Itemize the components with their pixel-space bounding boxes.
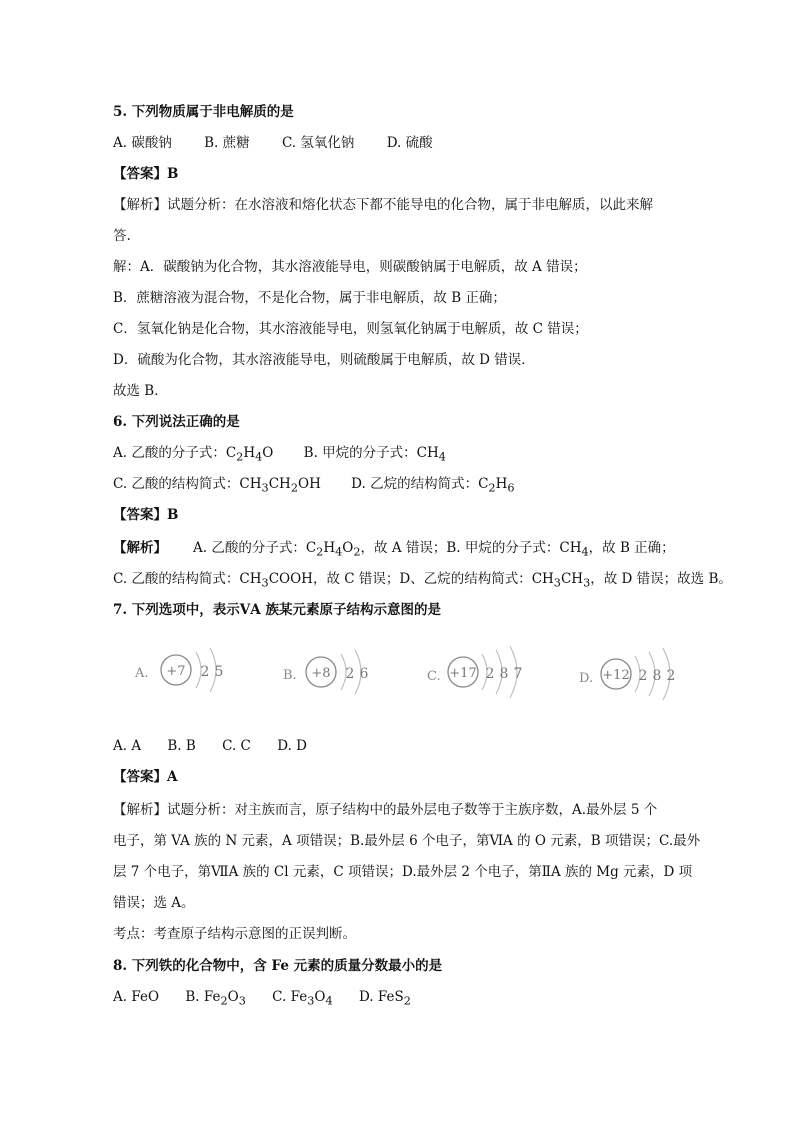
q6-option-c: C. 乙酸的结构简式：$CH_3CH_2OH$ xyxy=(113,476,321,495)
shell-electrons: 2 xyxy=(485,666,495,682)
shell-electrons: 5 xyxy=(214,664,224,680)
diagram-label: D. xyxy=(579,671,594,686)
shell-electrons: 8 xyxy=(652,668,662,684)
q6-option-b: B. 甲烷的分子式：$CH_4$ xyxy=(303,445,446,464)
q5-analysis-line: 【解析】试题分析：在水溶液和熔化状态下都不能导电的化合物，属于非电解质，以此来解 xyxy=(113,197,653,213)
q5-analysis-line: D．硫酸为化合物，其水溶液能导电，则硫酸属于电解质，故 D 错误． xyxy=(113,352,535,368)
q8-option-b: B. $Fe_2O_3$ xyxy=(185,989,246,1008)
q5-analysis-line: 故选 B． xyxy=(113,383,168,399)
atom-diagram-c xyxy=(420,632,560,712)
q6-answer: 【答案】B xyxy=(113,507,179,523)
q7-option-b: B. B xyxy=(167,738,196,754)
shell-electrons: 8 xyxy=(499,666,509,682)
shell-electrons: 7 xyxy=(513,666,523,682)
q7-options xyxy=(113,736,307,756)
shell-electrons: 2 xyxy=(638,668,648,684)
q7-analysis-line: 电子，第 VA 族的 N 元素，A 项错误；B.最外层 6 个电子，第ⅥA 的 O 元素，B 项错误；C.最外 xyxy=(113,833,701,849)
q5-stem: 5. 下列物质属于非电解质的是 xyxy=(113,104,294,120)
shell-electrons: 6 xyxy=(359,666,369,682)
q7-analysis-line: 层 7 个电子，第ⅦA 族的 Cl 元素，C 项错误；D.最外层 2 个电子，第ⅡA 族的 Mg 元素，D 项 xyxy=(113,864,693,880)
q5-answer: 【答案】B xyxy=(113,166,179,182)
atomic-structure-diagrams xyxy=(120,632,700,712)
atom-diagram-d xyxy=(575,632,715,712)
nucleus-charge: +7 xyxy=(166,664,186,679)
diagram-label: C. xyxy=(427,669,441,684)
q5-option-d: D. 硫酸 xyxy=(386,135,433,151)
q7-exam-point: 考点：考查原子结构示意图的正误判断。 xyxy=(113,926,356,942)
q5-option-a: A. 碳酸钠 xyxy=(113,135,172,151)
atom-diagram-b xyxy=(270,632,410,712)
q5-analysis-line: 解：A．碳酸钠为化合物，其水溶液能导电，则碳酸钠属于电解质，故 A 错误； xyxy=(113,259,587,275)
q6-analysis-line-2: C. 乙酸的结构简式：$CH_3COOH$，故 C 错误；D、乙烷的结构简式：$CH_3CH_3$，故 D 错误；故选 B。 xyxy=(113,571,732,590)
q5-analysis-line: 答. xyxy=(113,228,131,244)
diagram-label: B. xyxy=(283,668,297,683)
q8-option-c: C. $Fe_3O_4$ xyxy=(272,989,333,1008)
q6-options-row-2 xyxy=(113,474,515,499)
q5-options xyxy=(113,133,433,153)
q8-options xyxy=(113,987,411,1012)
q7-option-c: C. C xyxy=(222,738,251,754)
q7-option-d: D. D xyxy=(277,738,307,754)
shell-electrons: 2 xyxy=(666,668,676,684)
q8-option-a: A. FeO xyxy=(113,989,160,1005)
q5-option-c: C. 氢氧化钠 xyxy=(281,135,355,151)
q5-analysis-line: B．蔗糖溶液为混合物，不是化合物，属于非电解质，故 B 正确； xyxy=(113,290,506,306)
shell-electrons: 2 xyxy=(200,664,210,680)
q8-option-d: D. FeS$_2$ xyxy=(358,989,411,1008)
q7-option-a: A. A xyxy=(113,738,142,754)
q5-analysis-line: C．氢氧化钠是化合物，其水溶液能导电，则氢氧化钠属于电解质，故 C 错误； xyxy=(113,321,588,337)
diagram-label: A. xyxy=(135,666,149,681)
nucleus-charge: +8 xyxy=(311,666,331,681)
atom-diagram-a xyxy=(120,632,260,712)
q7-stem: 7. 下列选项中，表示ⅤA 族某元素原子结构示意图的是 xyxy=(113,602,441,618)
shell-electrons: 2 xyxy=(345,666,355,682)
q6-analysis-line-1: 【解析】 A. 乙酸的分子式：$C_2H_4O_2$，故 A 错误；B. 甲烷的分子式：$CH_4$，故 B 正确； xyxy=(113,540,675,559)
q8-stem: 8. 下列铁的化合物中，含 Fe 元素的质量分数最小的是 xyxy=(113,958,443,974)
nucleus-charge: +17 xyxy=(449,666,477,681)
q6-stem: 6. 下列说法正确的是 xyxy=(113,414,240,430)
q6-option-a: A. 乙酸的分子式：$C_2H_4O$ xyxy=(113,445,274,464)
q6-options-row-1 xyxy=(113,443,446,468)
nucleus-charge: +12 xyxy=(602,668,630,683)
q6-option-d: D. 乙烷的结构简式：$C_2H_6$ xyxy=(351,476,515,495)
q5-option-b: B. 蔗糖 xyxy=(204,135,250,151)
q7-answer: 【答案】A xyxy=(113,769,178,785)
q7-analysis-line: 【解析】试题分析：对主族而言，原子结构中的最外层电子数等于主族序数，A.最外层 5 个 xyxy=(113,802,658,818)
q7-analysis-line: 错误；选 A。 xyxy=(113,895,195,911)
